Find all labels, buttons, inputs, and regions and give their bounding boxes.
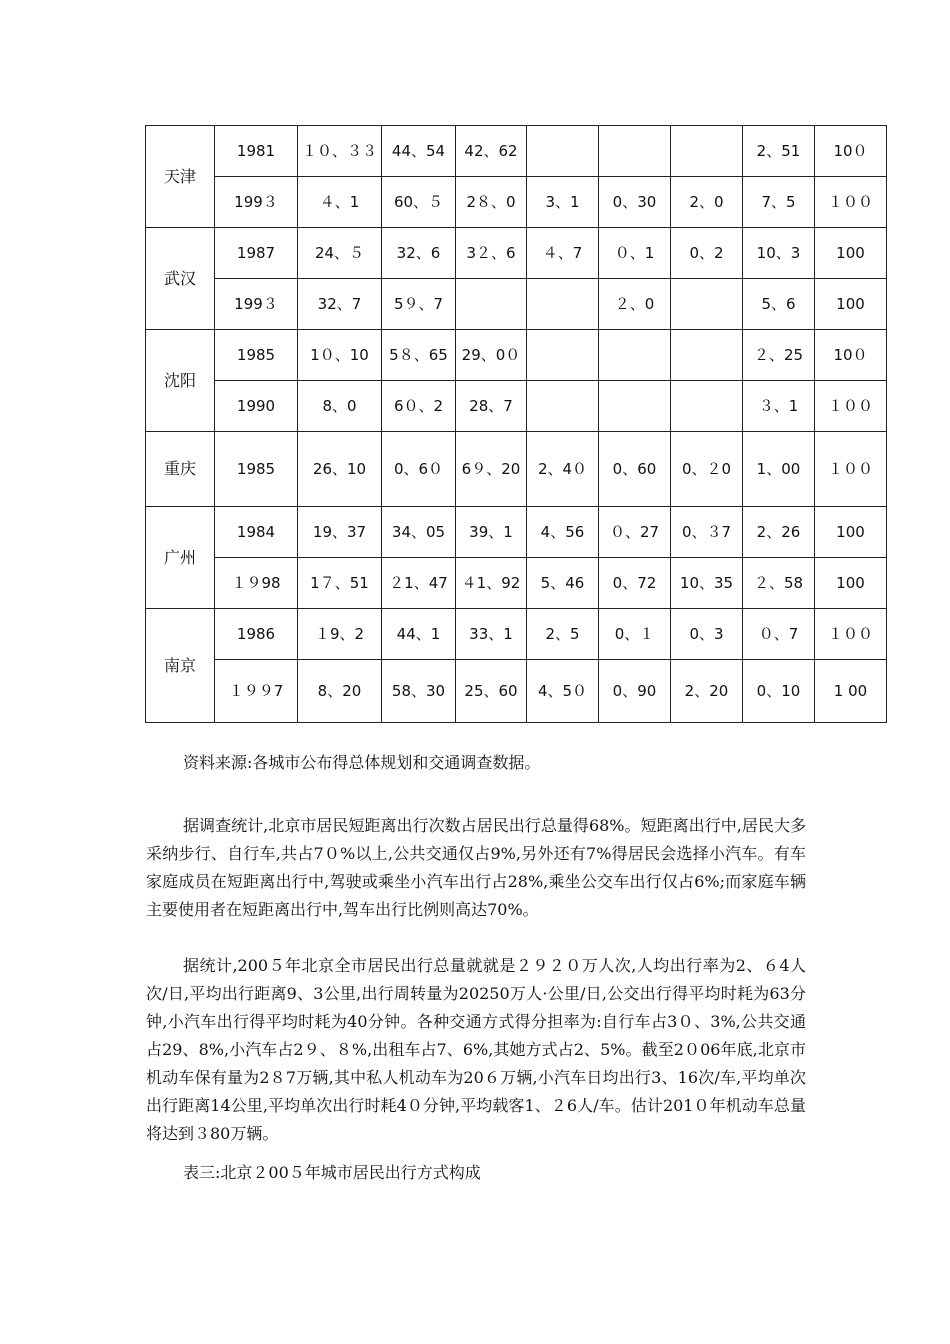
value-cell: 100 <box>815 228 887 279</box>
value-cell: ２1、47 <box>382 558 456 609</box>
value-cell: 10、3 <box>743 228 815 279</box>
value-cell: 0、１ <box>599 609 671 660</box>
value-cell: 100 <box>815 279 887 330</box>
value-cell: ４、1 <box>298 177 382 228</box>
value-cell: 2、26 <box>743 507 815 558</box>
table-row <box>146 432 887 507</box>
value-cell: 0、72 <box>599 558 671 609</box>
value-cell: 1 00 <box>815 660 887 723</box>
value-cell: 44、1 <box>382 609 456 660</box>
value-cell: ０、27 <box>599 507 671 558</box>
value-cell: ４、7 <box>527 228 599 279</box>
table-row <box>146 609 887 660</box>
value-cell: 34、05 <box>382 507 456 558</box>
value-cell: １００ <box>815 177 887 228</box>
value-cell: ０、1 <box>599 228 671 279</box>
value-cell: 24、５ <box>298 228 382 279</box>
value-cell: 2、0 <box>671 177 743 228</box>
value-cell: 8、0 <box>298 381 382 432</box>
value-cell: 3２、6 <box>456 228 527 279</box>
value-cell: 28、7 <box>456 381 527 432</box>
city-cell: 重庆 <box>146 432 215 507</box>
value-cell <box>527 126 599 177</box>
value-cell: 19、37 <box>298 507 382 558</box>
value-cell: 3、1 <box>527 177 599 228</box>
city-cell: 南京 <box>146 609 215 723</box>
value-cell: 0、60 <box>599 432 671 507</box>
value-cell <box>456 279 527 330</box>
paragraph-2005-statistics: 据统计,200５年北京全市居民出行总量就就是２９２０万人次,人均出行率为2、６4人次/日,平均出行距离9、3公里,出行周转量为20250万人·公里/日,公交出行得平均时耗为63分钟,小汽车出行得平均时耗为40分钟。各种交通方式得分担率为:自行车占3０、3%,公共交通占29、8%,小汽车占2９、８%,出租车占7、6%,其她方式占2、5%。截至2０06年底,北京市机动车保有量为2８7万辆,其中私人机动车为20６万辆,小汽车日均出行3、16次/车,平均单次出行距离14公里,平均单次出行时耗4０分钟,平均载客1、２6人/车。估计201０年机动车总量将达到３80万辆。 <box>146 956 806 1143</box>
table-row <box>146 558 887 609</box>
value-cell: ４1、92 <box>456 558 527 609</box>
value-cell: 100 <box>815 558 887 609</box>
year-cell: １９98 <box>215 558 298 609</box>
value-cell: ２、0 <box>599 279 671 330</box>
table-row <box>146 330 887 381</box>
city-cell: 武汉 <box>146 228 215 330</box>
value-cell: 2、5 <box>527 609 599 660</box>
value-cell <box>671 126 743 177</box>
value-cell: 1、00 <box>743 432 815 507</box>
year-cell: 199３ <box>215 279 298 330</box>
table-row <box>146 126 887 177</box>
paragraph-short-trips: 据调查统计,北京市居民短距离出行次数占居民出行总量得68%。短距离出行中,居民大多采纳步行、自行车,共占7０%以上,公共交通仅占9%,另外还有7%得居民会选择小汽车。有车家庭成员在短距离出行中,驾驶或乘坐小汽车出行占28%,乘坐公交车出行仅占6%;而家庭车辆主要使用者在短距离出行中,驾车出行比例则高达70%。 <box>146 816 806 919</box>
value-cell: 42、62 <box>456 126 527 177</box>
city-cell: 天津 <box>146 126 215 228</box>
table-row <box>146 177 887 228</box>
city-cell: 沈阳 <box>146 330 215 432</box>
value-cell: １００ <box>815 609 887 660</box>
year-cell: 1985 <box>215 330 298 381</box>
value-cell: 26、10 <box>298 432 382 507</box>
value-cell: 0、10 <box>743 660 815 723</box>
value-cell: 0、3 <box>671 609 743 660</box>
value-cell <box>527 381 599 432</box>
value-cell: 0、２0 <box>671 432 743 507</box>
year-cell: 199３ <box>215 177 298 228</box>
value-cell: 58、30 <box>382 660 456 723</box>
table3-caption: 表三:北京２00５年城市居民出行方式构成 <box>183 1163 481 1182</box>
value-cell: 4、56 <box>527 507 599 558</box>
value-cell: 5９、7 <box>382 279 456 330</box>
value-cell: 0、30 <box>599 177 671 228</box>
value-cell: 10、35 <box>671 558 743 609</box>
value-cell: ２、58 <box>743 558 815 609</box>
value-cell: 29、0０ <box>456 330 527 381</box>
table-row <box>146 507 887 558</box>
value-cell: 0、2 <box>671 228 743 279</box>
year-cell: 1984 <box>215 507 298 558</box>
value-cell <box>599 381 671 432</box>
value-cell: １００ <box>815 381 887 432</box>
year-cell: 1985 <box>215 432 298 507</box>
value-cell: １9、2 <box>298 609 382 660</box>
value-cell: 60、５ <box>382 177 456 228</box>
city-cell: 广州 <box>146 507 215 609</box>
year-cell: １９９7 <box>215 660 298 723</box>
value-cell: 6０、2 <box>382 381 456 432</box>
value-cell: 8、20 <box>298 660 382 723</box>
value-cell: 0、３7 <box>671 507 743 558</box>
value-cell: 5８、65 <box>382 330 456 381</box>
value-cell: ２、25 <box>743 330 815 381</box>
value-cell: 100 <box>815 507 887 558</box>
table-row <box>146 660 887 723</box>
table-row <box>146 381 887 432</box>
table-row <box>146 279 887 330</box>
value-cell: 7、5 <box>743 177 815 228</box>
table-row <box>146 228 887 279</box>
value-cell: 4、5０ <box>527 660 599 723</box>
year-cell: 1981 <box>215 126 298 177</box>
year-cell: 1990 <box>215 381 298 432</box>
value-cell: 25、60 <box>456 660 527 723</box>
value-cell: 2、51 <box>743 126 815 177</box>
value-cell: 10０ <box>815 126 887 177</box>
value-cell: 2８、0 <box>456 177 527 228</box>
value-cell: 39、1 <box>456 507 527 558</box>
value-cell <box>527 279 599 330</box>
value-cell: ０、7 <box>743 609 815 660</box>
value-cell: 2、20 <box>671 660 743 723</box>
value-cell: 5、6 <box>743 279 815 330</box>
value-cell <box>671 279 743 330</box>
value-cell <box>599 126 671 177</box>
value-cell: 32、6 <box>382 228 456 279</box>
value-cell <box>599 330 671 381</box>
value-cell: 2、4０ <box>527 432 599 507</box>
value-cell: 33、1 <box>456 609 527 660</box>
value-cell: 1０、10 <box>298 330 382 381</box>
value-cell <box>527 330 599 381</box>
value-cell: 5、46 <box>527 558 599 609</box>
value-cell: １０、３３ <box>298 126 382 177</box>
value-cell: 1７、51 <box>298 558 382 609</box>
year-cell: 1987 <box>215 228 298 279</box>
value-cell: 0、6０ <box>382 432 456 507</box>
value-cell: ３、1 <box>743 381 815 432</box>
value-cell: 44、54 <box>382 126 456 177</box>
source-note: 资料来源:各城市公布得总体规划和交通调查数据。 <box>183 753 541 772</box>
value-cell <box>671 381 743 432</box>
travel-mode-table <box>145 125 887 723</box>
value-cell <box>671 330 743 381</box>
year-cell: 1986 <box>215 609 298 660</box>
value-cell: 32、7 <box>298 279 382 330</box>
value-cell: 10０ <box>815 330 887 381</box>
value-cell: １００ <box>815 432 887 507</box>
value-cell: 6９、20 <box>456 432 527 507</box>
value-cell: 0、90 <box>599 660 671 723</box>
